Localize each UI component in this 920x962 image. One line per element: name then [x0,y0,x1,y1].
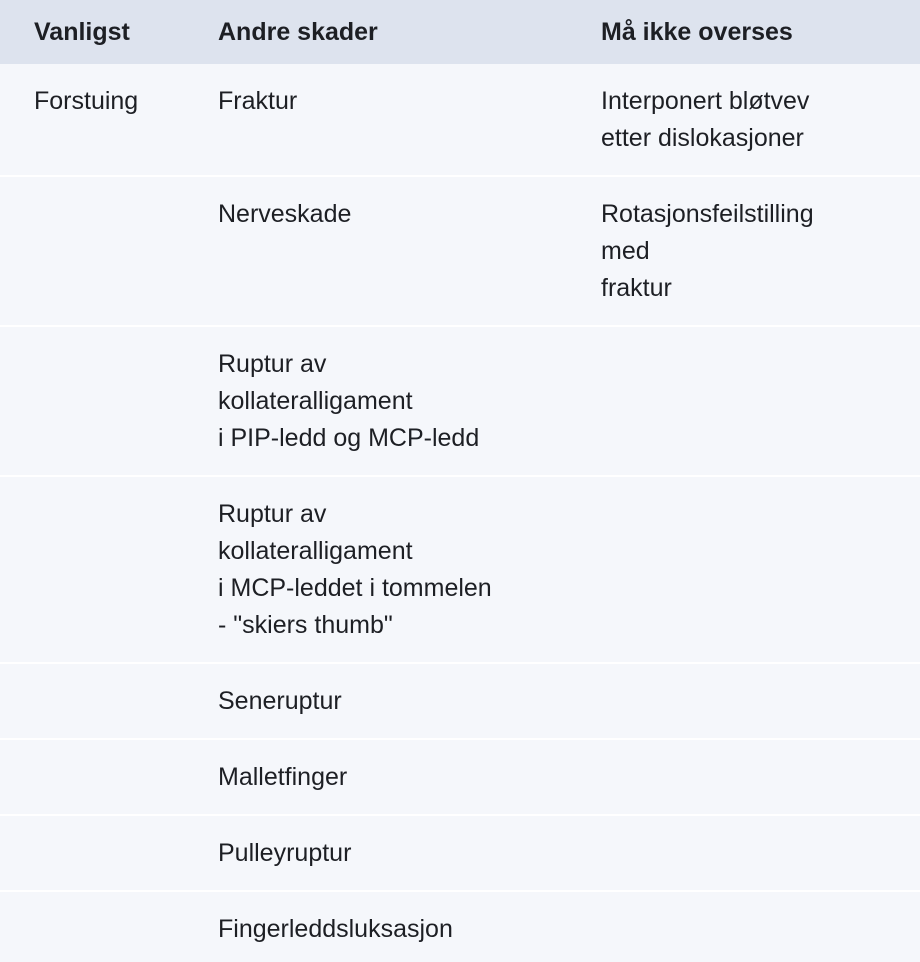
cell-text-line: Fraktur [218,87,298,115]
cell-other-injury [184,815,567,891]
cell-must-not-miss [567,739,920,815]
header-other-injuries: Andre skader [218,17,378,46]
cell-must-not-miss [567,891,920,962]
cell-text-line: Fingerleddsluksasjon [218,915,453,943]
table-row [0,891,920,962]
cell-text-line: fraktur [601,274,672,302]
cell-common [0,663,184,739]
cell-text-line: Nerveskade [218,200,352,228]
cell-text-line: i PIP-ledd og MCP-ledd [218,424,480,452]
cell-common [0,64,184,176]
cell-common [0,176,184,326]
header-must-not-miss: Må ikke overses [601,17,793,46]
table-row [0,176,920,326]
cell-common [0,891,184,962]
cell-text-line: Seneruptur [218,687,342,715]
cell-text-line: i MCP-leddet i tommelen [218,574,492,602]
cell-must-not-miss [567,326,920,476]
header-row [0,0,920,64]
table-row [0,326,920,476]
cell-text-line: Rotasjonsfeilstilling [601,200,814,228]
cell-other-injury [184,891,567,962]
cell-other-injury [184,326,567,476]
cell-text-line: kollateralligament [218,387,413,415]
cell-text-line: Pulleyruptur [218,839,352,867]
table-row [0,64,920,176]
table-row [0,739,920,815]
cell-text-line: Interponert bløtvev [601,87,810,115]
cell-common [0,326,184,476]
cell-must-not-miss [567,815,920,891]
cell-common [0,476,184,663]
cell-must-not-miss [567,663,920,739]
cell-must-not-miss [567,64,920,176]
table-header [0,0,920,64]
table-row [0,476,920,663]
cell-must-not-miss [567,176,920,326]
cell-must-not-miss [567,476,920,663]
cell-common [0,739,184,815]
cell-other-injury [184,176,567,326]
cell-text-line: med [601,237,650,265]
cell-other-injury [184,64,567,176]
cell-text-line: etter dislokasjoner [601,124,804,152]
cell-other-injury [184,476,567,663]
cell-common [0,815,184,891]
cell-text-line: Malletfinger [218,763,348,791]
table-row [0,663,920,739]
cell-text-line: kollateralligament [218,537,413,565]
cell-text-line: - "skiers thumb" [218,611,393,639]
cell-other-injury [184,739,567,815]
table-row [0,815,920,891]
table-body [0,64,920,962]
cell-text-line: Ruptur av [218,350,327,378]
header-common: Vanligst [34,17,130,46]
cell-text-line: Forstuing [34,87,139,115]
cell-text-line: Ruptur av [218,500,327,528]
cell-other-injury [184,663,567,739]
